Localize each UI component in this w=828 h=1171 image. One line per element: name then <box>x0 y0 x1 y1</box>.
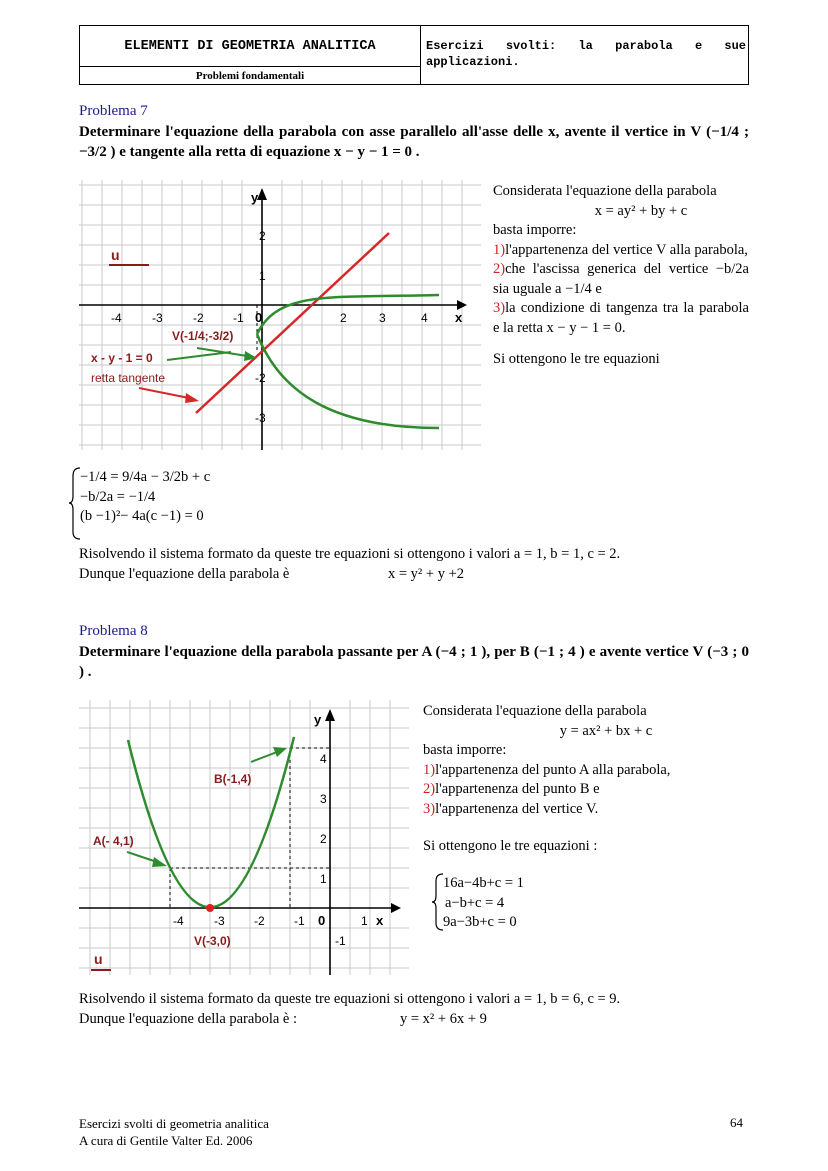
y-tick-label: 3 <box>320 792 327 806</box>
header-box <box>79 25 749 85</box>
problem8-statement: Determinare l'equazione della parabola passante per A (−4 ; 1 ), per B (−1 ; 4 ) e avente vertice V (−3 ; 0 ) . <box>79 644 749 680</box>
condition-number: 1) <box>423 761 436 778</box>
system-equation: 9a−3b+c = 0 <box>443 914 517 930</box>
problem7-result: Risolvendo il sistema formato da queste tre equazioni si ottengono i valori a = 1, b = 1, c = 2. <box>79 546 621 562</box>
problem8-result: Risolvendo il sistema formato da queste tre equazioni si ottengono i valori a = 1, b = 6, c = 9. <box>79 991 621 1007</box>
side-intro: Considerata l'equazione della parabola <box>423 703 647 719</box>
y-tick-label: 1 <box>259 269 266 283</box>
footer-line-1: Esercizi svolti di geometria analitica <box>79 1116 269 1131</box>
y-axis-arrow-icon <box>257 188 267 200</box>
condition-1: l'appartenenza del punto A alla parabola, <box>435 761 671 778</box>
y-tick-label: 4 <box>320 752 327 766</box>
problem8-graph <box>79 700 409 975</box>
side-basta: basta imporre: <box>493 222 577 238</box>
origin-label: 0 <box>255 310 263 325</box>
header-subtitle: Problemi fondamentali <box>80 66 421 85</box>
y-tick-label: 2 <box>259 229 266 243</box>
x-tick-label: -4 <box>111 311 122 325</box>
x-tick-label: -3 <box>152 311 163 325</box>
vertex-point <box>206 904 214 912</box>
problem8-side <box>423 702 749 857</box>
problem7-system <box>80 468 210 527</box>
side-outro: Si ottengono le tre equazioni : <box>423 838 598 854</box>
problem8-final-prefix: Dunque l'equazione della parabola è : <box>79 1011 298 1027</box>
origin-label: 0 <box>318 913 326 928</box>
system-equation: −1/4 = 9/4a − 3/2b + c <box>80 469 211 485</box>
y-tick-label: 1 <box>320 872 327 886</box>
y-axis-label: y <box>251 190 259 205</box>
problem7-statement: Determinare l'equazione della parabola con asse parallelo all'asse delle x, avente il vertice in V (−1/4 ; −3/2 ) e tangente alla retta di equazione x − y − 1 = 0 . <box>79 124 749 160</box>
problem8-final-equation: y = x² + 6x + 9 <box>400 1011 487 1027</box>
side-equation: x = ay² + by + c <box>594 202 688 219</box>
system-equation: 16a−4b+c = 1 <box>443 875 524 891</box>
problem8-title: Problema 8 <box>79 623 148 639</box>
header-title: ELEMENTI DI GEOMETRIA ANALITICA <box>80 26 421 67</box>
condition-number: 3) <box>493 300 506 316</box>
parabola-lower-branch <box>257 334 439 428</box>
side-equation: y = ax² + bx + c <box>559 722 653 739</box>
condition-number: 2) <box>423 781 436 797</box>
parabola-curve <box>128 737 294 907</box>
side-basta: basta imporre: <box>423 742 507 758</box>
y-tick-label: -1 <box>335 934 346 948</box>
y-tick-label: -3 <box>255 411 266 425</box>
point-b-arrow <box>251 752 277 762</box>
x-tick-label: 1 <box>361 914 368 928</box>
x-tick-label: 4 <box>421 311 428 325</box>
condition-1: l'appartenenza del vertice V alla parabola, <box>505 241 748 258</box>
footer <box>79 1115 269 1149</box>
system-equation: (b −1)²− 4a(c −1) = 0 <box>80 508 204 524</box>
y-axis-arrow-icon <box>325 709 335 721</box>
problem7-title: Problema 7 <box>79 103 148 119</box>
parabola-upper-branch <box>257 295 439 334</box>
x-axis-arrow-icon <box>391 903 401 913</box>
side-intro: Considerata l'equazione della parabola <box>493 183 717 199</box>
condition-2: l'appartenenza del punto B e <box>435 781 600 797</box>
x-tick-label: -2 <box>254 914 265 928</box>
x-tick-label: -2 <box>193 311 204 325</box>
side-outro: Si ottengono le tre equazioni <box>493 351 660 367</box>
problem8-system <box>443 874 524 933</box>
problem7-graph <box>79 180 481 450</box>
condition-3: l'appartenenza del vertice V. <box>435 800 599 817</box>
page-number: 64 <box>730 1115 743 1130</box>
line-equation-label: x - y - 1 = 0 <box>91 351 153 365</box>
x-tick-label: 2 <box>340 311 347 325</box>
tangent-arrow-icon <box>185 393 199 403</box>
system-equation: −b/2a = −1/4 <box>80 488 156 505</box>
header-topic: Esercizi svolti: la parabola e sue applicazioni. <box>426 39 746 69</box>
x-axis-label: x <box>376 913 384 928</box>
unit-label: u <box>94 951 103 967</box>
vertex-label: V(-1/4;-3/2) <box>172 329 234 343</box>
condition-2: che l'ascissa generica del vertice −b/2a sia uguale a −1/4 e <box>493 261 749 297</box>
condition-number: 3) <box>423 800 436 817</box>
point-a-arrow <box>127 852 157 862</box>
unit-label: u <box>111 247 120 263</box>
point-b-label: B(-1,4) <box>214 772 252 786</box>
tangent-label: retta tangente <box>91 371 166 385</box>
problem7-side <box>493 182 749 370</box>
footer-line-2: A cura di Gentile Valter Ed. 2006 <box>79 1133 253 1148</box>
vertex-label: V(-3,0) <box>194 934 231 948</box>
x-tick-label: -1 <box>233 311 244 325</box>
x-tick-label: -4 <box>173 914 184 928</box>
condition-number: 1) <box>493 241 506 258</box>
problem7-final-prefix: Dunque l'equazione della parabola è <box>79 566 290 582</box>
line-label-arrow <box>167 352 231 360</box>
problem7-final-equation: x = y² + y +2 <box>388 566 465 582</box>
point-a-label: A(- 4,1) <box>93 834 134 848</box>
condition-number: 2) <box>493 261 506 277</box>
x-tick-label: -1 <box>294 914 305 928</box>
y-tick-label: -2 <box>255 371 266 385</box>
x-tick-label: -3 <box>214 914 225 928</box>
x-tick-label: 3 <box>379 311 386 325</box>
y-tick-label: 2 <box>320 832 327 846</box>
x-axis-label: x <box>455 310 463 325</box>
point-b-arrow-icon <box>273 747 287 757</box>
system-equation: a−b+c = 4 <box>445 894 505 911</box>
y-axis-label: y <box>314 712 322 727</box>
condition-3: la condizione di tangenza tra la parabola e la retta x − y − 1 = 0. <box>493 300 749 336</box>
